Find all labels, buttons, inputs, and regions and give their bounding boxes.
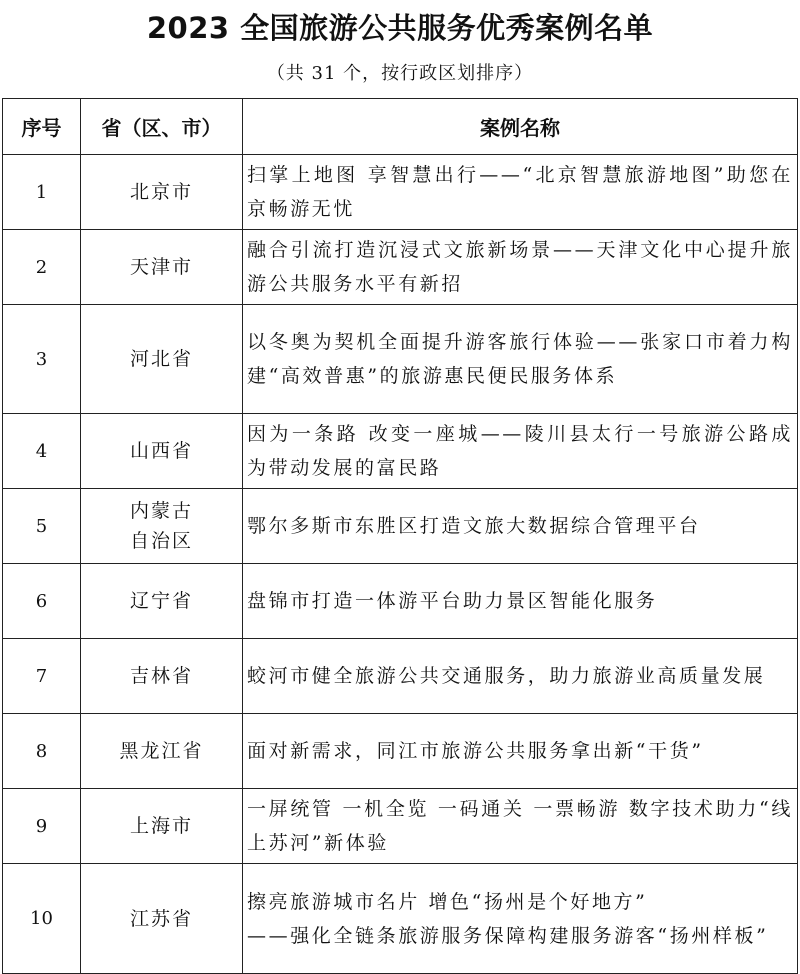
row-province: 黑龙江省: [81, 714, 243, 789]
row-serial-number: 9: [3, 789, 81, 864]
row-serial-number: 8: [3, 714, 81, 789]
table-row: [3, 305, 798, 414]
document-title: 2023 全国旅游公共服务优秀案例名单: [146, 11, 654, 45]
document-subtitle: （共 31 个，按行政区划排序）: [266, 63, 534, 84]
row-serial-number: 1: [3, 155, 81, 230]
row-case-name: 面对新需求，同江市旅游公共服务拿出新“干货”: [243, 714, 798, 789]
header-case-name: 案例名称: [243, 99, 798, 155]
row-province: 辽宁省: [81, 564, 243, 639]
header-province: 省（区、市）: [81, 99, 243, 155]
row-case-name: 以冬奥为契机全面提升游客旅行体验——张家口市着力构建“高效普惠”的旅游惠民便民服务体系: [243, 305, 798, 414]
case-list-table: [2, 98, 798, 974]
table-row: [3, 789, 798, 864]
table-row: [3, 564, 798, 639]
row-serial-number: 6: [3, 564, 81, 639]
row-case-name: 因为一条路 改变一座城——陵川县太行一号旅游公路成为带动发展的富民路: [243, 414, 798, 489]
table-row: [3, 414, 798, 489]
row-case-name: 鄂尔多斯市东胜区打造文旅大数据综合管理平台: [243, 489, 798, 564]
row-serial-number: 10: [3, 864, 81, 974]
row-province: 河北省: [81, 305, 243, 414]
row-case-name: 盘锦市打造一体游平台助力景区智能化服务: [243, 564, 798, 639]
row-case-name: 融合引流打造沉浸式文旅新场景——天津文化中心提升旅游公共服务水平有新招: [243, 230, 798, 305]
row-province: 天津市: [81, 230, 243, 305]
row-province: 吉林省: [81, 639, 243, 714]
row-case-name: 擦亮旅游城市名片 增色“扬州是个好地方” ——强化全链条旅游服务保障构建服务游客“扬州样板”: [243, 864, 798, 974]
row-case-name: 一屏统管 一机全览 一码通关 一票畅游 数字技术助力“线上苏河”新体验: [243, 789, 798, 864]
row-case-name: 蛟河市健全旅游公共交通服务，助力旅游业高质量发展: [243, 639, 798, 714]
row-serial-number: 3: [3, 305, 81, 414]
table-row: [3, 230, 798, 305]
row-case-name: 扫掌上地图 享智慧出行——“北京智慧旅游地图”助您在京畅游无忧: [243, 155, 798, 230]
header-serial-number: 序号: [3, 99, 81, 155]
table-row: [3, 864, 798, 974]
table-row: [3, 639, 798, 714]
row-province: 江苏省: [81, 864, 243, 974]
table-row: [3, 155, 798, 230]
row-serial-number: 4: [3, 414, 81, 489]
row-serial-number: 2: [3, 230, 81, 305]
row-province: 内蒙古自治区: [81, 489, 243, 564]
row-serial-number: 5: [3, 489, 81, 564]
row-province: 北京市: [81, 155, 243, 230]
row-serial-number: 7: [3, 639, 81, 714]
table-row: [3, 714, 798, 789]
row-province: 山西省: [81, 414, 243, 489]
table-row: [3, 489, 798, 564]
table-header-row: [3, 99, 798, 155]
row-province: 上海市: [81, 789, 243, 864]
